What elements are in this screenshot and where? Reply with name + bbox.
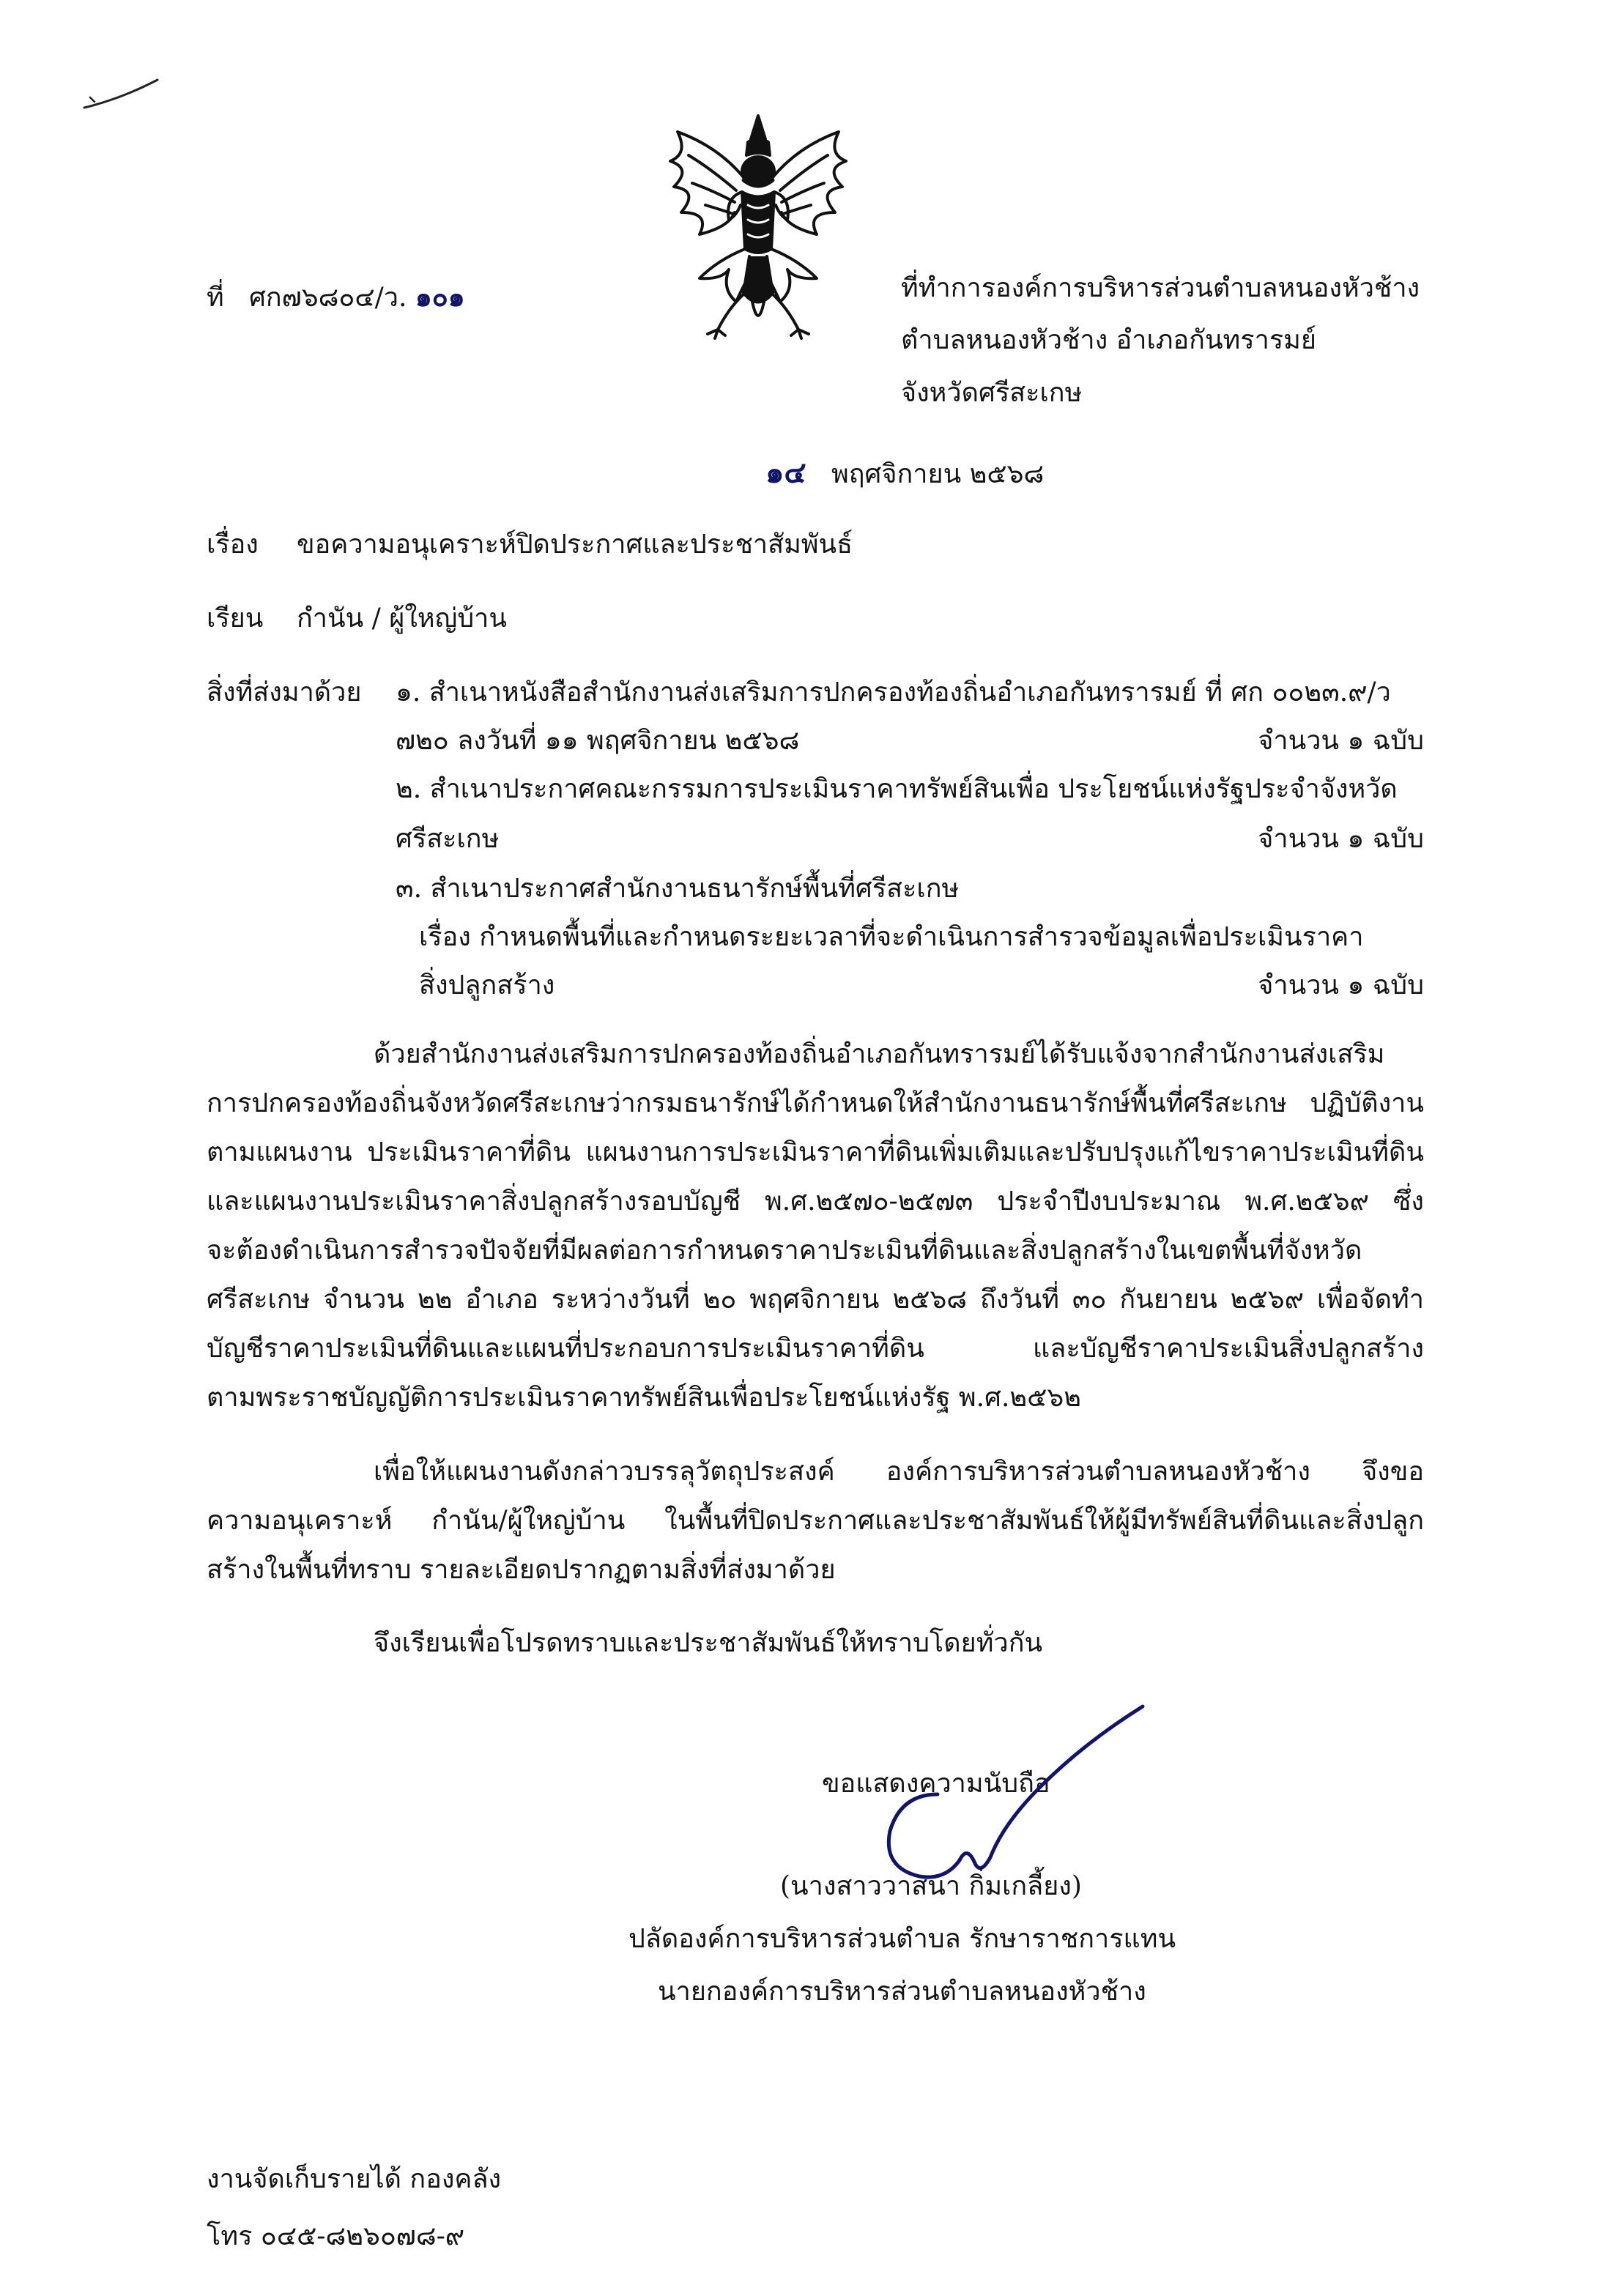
signer-position-line-1: ปลัดองค์การบริหารส่วนตำบล รักษาราชการแทน — [628, 1924, 1176, 1954]
document-date — [765, 456, 1044, 492]
doc-number-handwritten: ๑๐๑ — [415, 282, 465, 313]
to-label: เรียน — [207, 603, 264, 634]
signature-icon — [850, 1684, 1172, 1897]
enclosure-3-line-3: สิ่งปลูกสร้าง — [419, 970, 555, 1000]
paragraph-2-line-2: ความอนุเคราะห์ กำนัน/ผู้ใหญ่บ้าน ในพื้นที่ปิดประกาศและประชาสัมพันธ์ให้ผู้มีทรัพย์สินที่ดินและสิ่งปลูก — [207, 1506, 1424, 1536]
signer-position-line-2: นายกองค์การบริหารส่วนตำบลหนองหัวช้าง — [658, 1977, 1146, 2007]
footer-phone: โทร ๐๔๕-๘๒๖๐๗๘-๙ — [207, 2221, 465, 2251]
date-month-year: พฤศจิกายน ๒๕๖๘ — [831, 459, 1045, 489]
enclosure-1-count: จำนวน ๑ ฉบับ — [1258, 726, 1424, 756]
enclosure-2-line-1: ๒. สำเนาประกาศคณะกรรมการประเมินราคาทรัพย์สินเพื่อ ประโยชน์แห่งรัฐประจำจังหวัด — [396, 774, 1398, 804]
pen-mark-icon — [77, 70, 165, 121]
enclosure-3-line-1: ๓. สำเนาประกาศสำนักงานธนารักษ์พื้นที่ศรีสะเกษ — [396, 874, 960, 904]
to-text: กำนัน / ผู้ใหญ่บ้าน — [297, 603, 507, 634]
date-day: ๑๔ — [765, 456, 806, 490]
subject-text: ขอความอนุเคราะห์ปิดประกาศและประชาสัมพันธ์ — [297, 530, 853, 560]
enclosure-2-count: จำนวน ๑ ฉบับ — [1258, 824, 1424, 854]
enclosure-3-line-2: เรื่อง กำหนดพื้นที่และกำหนดระยะเวลาที่จะดำเนินการสำรวจข้อมูลเพื่อประเมินราคา — [419, 922, 1364, 952]
paragraph-1-line-1: ด้วยสำนักงานส่งเสริมการปกครองท้องถิ่นอำเภอกันทรารมย์ได้รับแจ้งจากสำนักงานส่งเสริม — [374, 1039, 1385, 1069]
signer-name: (นางสาววาสนา กิ่มเกลี้ยง) — [780, 1871, 1082, 1901]
doc-number-row — [207, 280, 465, 316]
paragraph-1-line-2: การปกครองท้องถิ่นจังหวัดศรีสะเกษว่ากรมธนารักษ์ได้กำหนดให้สำนักงานธนารักษ์พื้นที่ศรีสะเกษ ปฏิบัติงาน — [207, 1088, 1424, 1118]
doc-number-label: ที่ — [207, 283, 224, 313]
paragraph-1-line-4: และแผนงานประเมินราคาสิ่งปลูกสร้างรอบบัญชี พ.ศ.๒๕๗๐-๒๕๗๓ ประจำปีงบประมาณ พ.ศ.๒๕๖๙ ซึ่ง — [207, 1186, 1424, 1216]
paragraph-2-line-3: สร้างในพื้นที่ทราบ รายละเอียดปรากฏตามสิ่งที่ส่งมาด้วย — [207, 1555, 836, 1585]
office-line-3: จังหวัดศรีสะเกษ — [901, 378, 1083, 408]
office-line-1: ที่ทำการองค์การบริหารส่วนตำบลหนองหัวช้าง — [901, 273, 1420, 303]
garuda-emblem-icon — [648, 110, 868, 341]
enclosure-1-line-1: ๑. สำเนาหนังสือสำนักงานส่งเสริมการปกครองท้องถิ่นอำเภอกันทรารมย์ ที่ ศก ๐๐๒๓.๙/ว — [396, 677, 1391, 707]
footer-department: งานจัดเก็บรายได้ กองคลัง — [207, 2164, 502, 2194]
paragraph-1-line-5: จะต้องดำเนินการสำรวจปัจจัยที่มีผลต่อการกำหนดราคาประเมินที่ดินและสิ่งปลูกสร้างในเขตพื้นที่จังหวัด — [207, 1236, 1362, 1266]
enclosures-label: สิ่งที่ส่งมาด้วย — [207, 677, 362, 707]
closing-phrase: ขอแสดงความนับถือ — [822, 1769, 1050, 1799]
enclosure-2-line-2: ศรีสะเกษ — [396, 824, 500, 854]
paragraph-1-line-7: บัญชีราคาประเมินที่ดินและแผนที่ประกอบการประเมินราคาที่ดิน และบัญชีราคาประเมินสิ่งปลูกสร้าง — [207, 1334, 1424, 1364]
doc-number: ศก๗๖๘๐๔/ว. — [249, 283, 407, 313]
enclosure-1-line-2: ๗๒๐ ลงวันที่ ๑๑ พฤศจิกายน ๒๕๖๘ — [396, 726, 800, 756]
subject-label: เรื่อง — [207, 530, 259, 560]
paragraph-1-line-6: ศรีสะเกษ จำนวน ๒๒ อำเภอ ระหว่างวันที่ ๒๐ พฤศจิกายน ๒๕๖๘ ถึงวันที่ ๓๐ กันยายน ๒๕๖๙ เพื่อจัดทำ — [207, 1285, 1424, 1315]
closing-request: จึงเรียนเพื่อโปรดทราบและประชาสัมพันธ์ให้ทราบโดยทั่วกัน — [374, 1628, 1043, 1658]
office-line-2: ตำบลหนองหัวช้าง อำเภอกันทรารมย์ — [901, 325, 1316, 355]
paragraph-1-line-8: ตามพระราชบัญญัติการประเมินราคาทรัพย์สินเพื่อประโยชน์แห่งรัฐ พ.ศ.๒๕๖๒ — [207, 1383, 1081, 1413]
paragraph-2-line-1: เพื่อให้แผนงานดังกล่าวบรรลุวัตถุประสงค์ องค์การบริหารส่วนตำบลหนองหัวช้าง จึงขอ — [374, 1457, 1424, 1487]
paragraph-1-line-3: ตามแผนงาน ประเมินราคาที่ดิน แผนงานการประเมินราคาที่ดินเพิ่มเติมและปรับปรุงแก้ไขราคาประเมินที่ดิน — [207, 1137, 1424, 1167]
enclosure-3-count: จำนวน ๑ ฉบับ — [1258, 970, 1424, 1000]
